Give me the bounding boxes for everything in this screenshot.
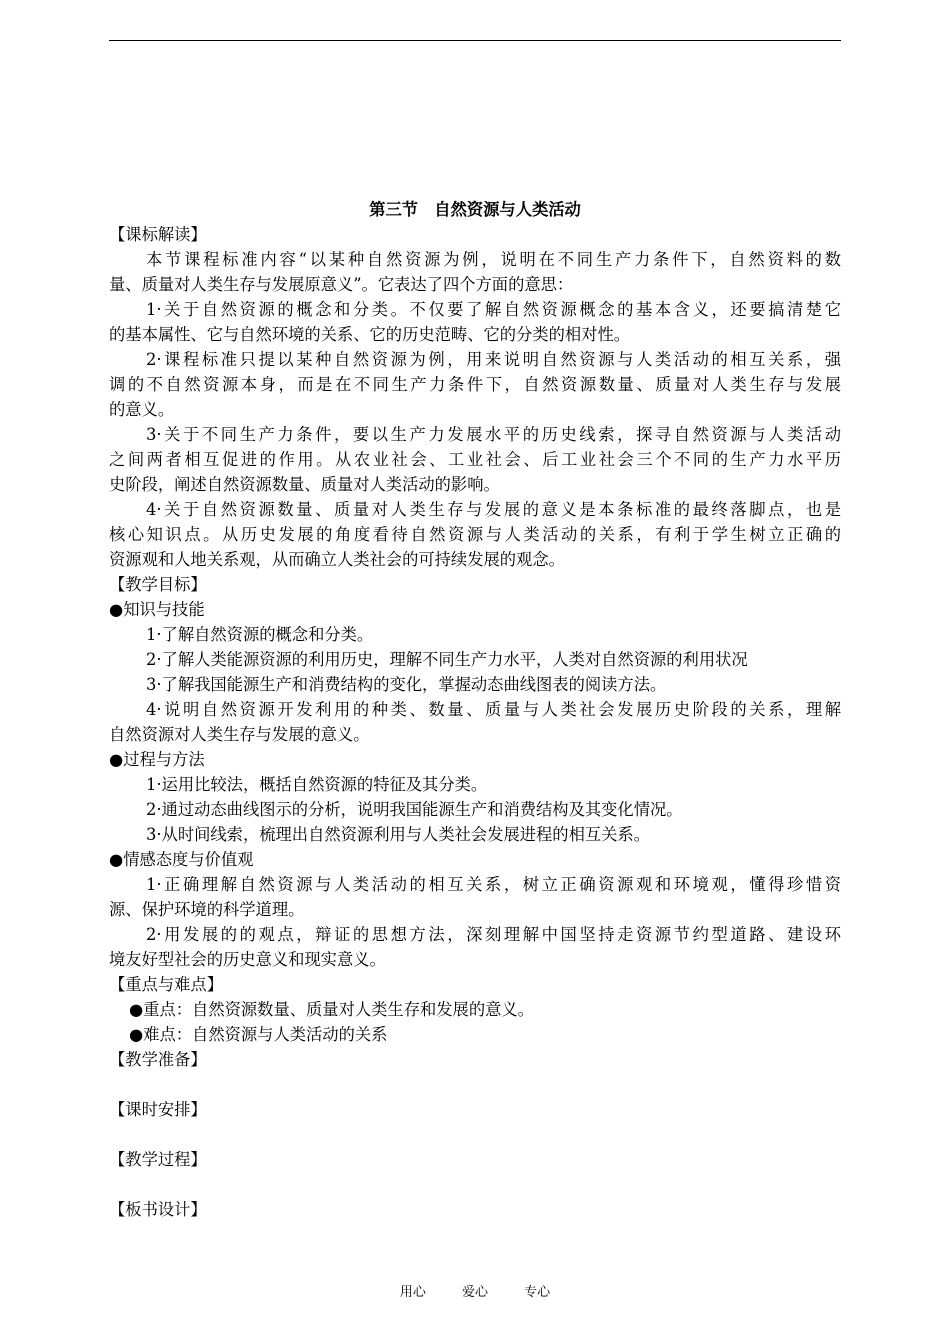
footer-text: 爱心	[461, 1285, 488, 1300]
section-heading-guocheng: 【教学过程】	[109, 1150, 207, 1169]
goal-item: 2·了解人类能源资源的利用历史，理解不同生产力水平，人类对自然资源的利用状况	[146, 650, 748, 669]
goal-item: 源、保护环境的科学道理。	[109, 900, 305, 919]
goal-item: 1·运用比较法，概括自然资源的特征及其分类。	[146, 775, 488, 794]
paragraph-line: 的意义。	[109, 400, 175, 419]
goal-item: 4·说明自然资源开发利用的种类、数量、质量与人类社会发展历史阶段的关系，理解	[146, 700, 841, 719]
paragraph-line: 量、质量对人类生存与发展原意义”。它表达了四个方面的意思：	[109, 275, 574, 294]
paragraph-line: 1·关于自然资源的概念和分类。不仅要了解自然资源概念的基本含义，还要搞清楚它	[146, 300, 841, 319]
paragraph-line: 之间两者相互促进的作用。从农业社会、工业社会、后工业社会三个不同的生产力水平历	[109, 450, 841, 469]
paragraph-line: 的基本属性、它与自然环境的关系、它的历史范畴、它的分类的相对性。	[109, 325, 631, 344]
goal-subheading-knowledge: ●知识与技能	[109, 600, 205, 619]
section-heading-zhunbei: 【教学准备】	[109, 1050, 207, 1069]
paragraph-line: 3·关于不同生产力条件，要以生产力发展水平的历史线索，探寻自然资源与人类活动	[146, 425, 841, 444]
footer-text: 专心	[524, 1285, 551, 1300]
footer-text: 用心	[399, 1285, 426, 1300]
difficult-point-item: ●难点：自然资源与人类活动的关系	[129, 1025, 388, 1044]
goal-subheading-emotion: ●情感态度与价值观	[109, 850, 254, 869]
paragraph-line: 2·课程标准只提以某种自然资源为例，用来说明自然资源与人类活动的相互关系，强	[146, 350, 841, 369]
page-footer	[0, 1281, 950, 1300]
paragraph-line: 资源观和人地关系观，从而确立人类社会的可持续发展的观念。	[109, 550, 565, 569]
header-rule	[109, 40, 841, 41]
goal-subheading-process: ●过程与方法	[109, 750, 205, 769]
goal-item: 2·用发展的的观点，辩证的思想方法，深刻理解中国坚持走资源节约型道路、建设环	[146, 925, 841, 944]
paragraph-line: 核心知识点。从历史发展的角度看待自然资源与人类活动的关系，有利于学生树立正确的	[109, 525, 841, 544]
goal-item: 3·了解我国能源生产和消费结构的变化，掌握动态曲线图表的阅读方法。	[146, 675, 667, 694]
blank-line	[109, 1072, 841, 1097]
page-title: 第三节 自然资源与人类活动	[369, 200, 581, 219]
goal-item: 自然资源对人类生存与发展的意义。	[109, 725, 370, 744]
paragraph-line: 4·关于自然资源数量、质量对人类生存与发展的意义是本条标准的最终落脚点，也是	[146, 500, 841, 519]
goal-item: 1·了解自然资源的概念和分类。	[146, 625, 374, 644]
paragraph-line: 调的不自然资源本身，而是在不同生产力条件下，自然资源数量、质量对人类生存与发展	[109, 375, 841, 394]
paragraph-line: 史阶段，阐述自然资源数量、质量对人类活动的影响。	[109, 475, 500, 494]
section-heading-mubiao: 【教学目标】	[109, 575, 207, 594]
key-point-item: ●重点：自然资源数量、质量对人类生存和发展的意义。	[129, 1000, 534, 1019]
document-body	[109, 197, 841, 1222]
section-heading-kebiao: 【课标解读】	[109, 225, 207, 244]
section-heading-anpai: 【课时安排】	[109, 1100, 207, 1119]
paragraph-line: 本节课程标准内容“以某种自然资源为例，说明在不同生产力条件下，自然资料的数	[146, 250, 841, 269]
goal-item: 1·正确理解自然资源与人类活动的相互关系，树立正确资源观和环境观，懂得珍惜资	[146, 875, 841, 894]
blank-line	[109, 1122, 841, 1147]
blank-line	[109, 1172, 841, 1197]
goal-item: 2·通过动态曲线图示的分析，说明我国能源生产和消费结构及其变化情况。	[146, 800, 683, 819]
section-heading-zhongdian: 【重点与难点】	[109, 975, 223, 994]
section-heading-banshu: 【板书设计】	[109, 1200, 207, 1219]
goal-item: 境友好型社会的历史意义和现实意义。	[109, 950, 386, 969]
goal-item: 3·从时间线索，梳理出自然资源利用与人类社会发展进程的相互关系。	[146, 825, 650, 844]
